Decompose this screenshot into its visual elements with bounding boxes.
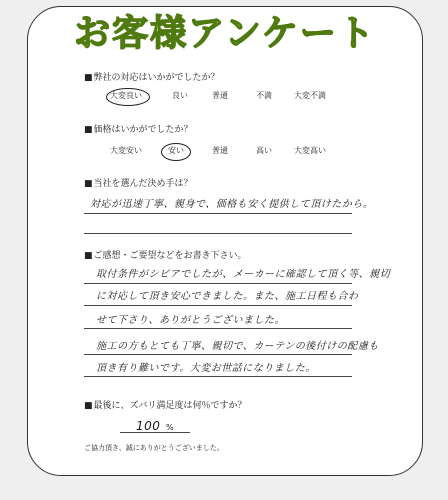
question-3-label: 当社を選んだ決め手は？ bbox=[93, 179, 193, 189]
answer-line bbox=[84, 328, 352, 329]
q1-option-average[interactable]: 普通 bbox=[212, 91, 228, 100]
question-2-label: 価格はいかがでしたか？ bbox=[93, 125, 193, 135]
q4-answer-line-5: 頂き有り難いです。大変お世話になりました。 bbox=[96, 363, 316, 374]
bullet-icon: ■ bbox=[84, 179, 93, 189]
answer-line bbox=[84, 354, 352, 355]
answer-line bbox=[120, 432, 190, 433]
question-1 bbox=[84, 72, 220, 84]
q1-option-very-dissatisfied[interactable]: 大変不満 bbox=[294, 91, 326, 100]
question-1-label: 弊社の対応はいかがでしたか？ bbox=[93, 73, 220, 83]
question-3 bbox=[84, 178, 193, 190]
q1-option-very-good[interactable]: 大変良い bbox=[110, 91, 142, 100]
answer-line bbox=[84, 233, 352, 234]
answer-line bbox=[84, 376, 352, 377]
q4-answer-line-2: に対応して頂き安心できました。また、施工日程も合わ bbox=[96, 291, 359, 302]
q2-option-very-cheap[interactable]: 大変安い bbox=[110, 146, 142, 155]
question-5-label: 最後に、ズバリ満足度は何％ですか？ bbox=[93, 401, 247, 411]
question-5 bbox=[84, 400, 247, 412]
answer-line bbox=[84, 213, 352, 214]
q5-answer-unit: % bbox=[166, 423, 175, 432]
q5-answer-value: 100 bbox=[136, 419, 161, 433]
q4-answer-line-3: せて下さり、ありがとうございました。 bbox=[96, 315, 285, 326]
survey-title: お客様アンケート bbox=[74, 13, 376, 54]
q2-option-average[interactable]: 普通 bbox=[212, 146, 228, 155]
q1-option-good[interactable]: 良い bbox=[172, 91, 188, 100]
q4-answer-line-1: 取付条件がシビアでしたが、メーカーに確認して頂く等、親切 bbox=[96, 269, 391, 280]
answer-line bbox=[84, 283, 352, 284]
q2-option-very-expensive[interactable]: 大変高い bbox=[294, 146, 326, 155]
answer-line bbox=[84, 305, 352, 306]
bullet-icon: ■ bbox=[84, 401, 93, 411]
question-4 bbox=[84, 250, 247, 262]
bullet-icon: ■ bbox=[84, 125, 93, 135]
footer-thanks: ご協力頂き、誠にありがとうございました。 bbox=[84, 444, 224, 452]
bullet-icon: ■ bbox=[84, 73, 93, 83]
q2-option-cheap[interactable]: 安い bbox=[168, 146, 184, 155]
q4-answer-line-4: 施工の方もとても丁寧、親切で、カーテンの後付けの配慮も bbox=[96, 341, 379, 352]
q1-option-dissatisfied[interactable]: 不満 bbox=[256, 91, 272, 100]
bullet-icon: ■ bbox=[84, 251, 93, 261]
question-2 bbox=[84, 124, 193, 136]
question-4-label: ご感想・ご要望などをお書き下さい。 bbox=[93, 251, 247, 261]
q3-answer: 対応が迅速丁寧、親身で、価格も安く提供して頂けたから。 bbox=[90, 199, 374, 210]
q2-option-expensive[interactable]: 高い bbox=[256, 146, 272, 155]
